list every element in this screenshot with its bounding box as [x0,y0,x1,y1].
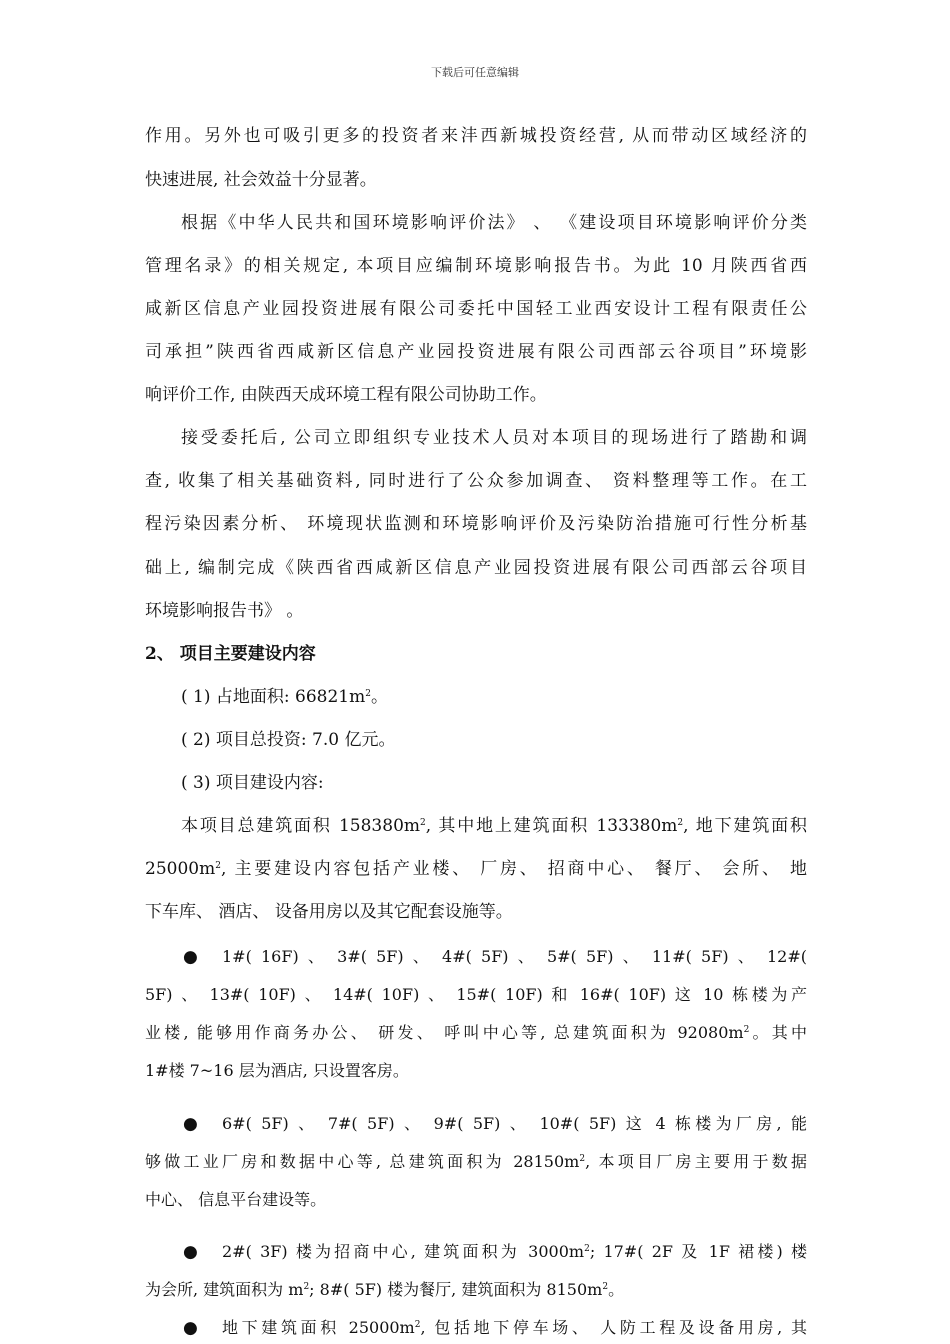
list-item: ( 3) 项目建设内容: [181,773,324,793]
paragraph-line: 下车库、 酒店、 设备用房以及其它配套设施等。 [145,902,513,922]
bullet-icon: ● [183,947,198,967]
list-item: ( 2) 项目总投资: 7.0 亿元。 [181,730,396,750]
paragraph-line: 程污染因素分析、 环境现状监测和环境影响评价及污染防治措施可行性分析基 [145,514,807,534]
paragraph-line: 接受委托后, 公司立即组织专业技术人员对本项目的现场进行了踏勘和调 [181,428,807,448]
paragraph-line: 咸新区信息产业园投资进展有限公司委托中国轻工业西安设计工程有限责任公 [145,299,807,319]
paragraph-line: 响评价工作, 由陕西天成环境工程有限公司协助工作。 [145,385,547,405]
paragraph-line: $25000m^2$, 主要建设内容包括产业楼、 厂房、 招商中心、 餐厅、 会所、 地 [145,859,807,879]
paragraph-line: 查, 收集了相关基础资料, 同时进行了公众参加调查、 资料整理等工作。在工 [145,471,807,491]
bullet-line: 5F) 、 13#( 10F) 、 14#( 10F) 、 15#( 10F) 和 16#( 10F) 这 10 栋楼为产 [145,985,807,1004]
bullet-icon: ● [183,1318,198,1338]
paragraph-line: 快速进展, 社会效益十分显著。 [145,170,377,190]
bullet-line: 2#( 3F) 楼为招商中心, 建筑面积为 $3000m^2$; 17#( 2F 及 1F 裙楼) 楼 [222,1242,807,1261]
paragraph-line: 司承担”陕西省西咸新区信息产业园投资进展有限公司西部云谷项目”环境影 [145,342,807,362]
bullet-line: 业楼, 能够用作商务办公、 研发、 呼叫中心等, 总建筑面积为 $92080m^2$。其中 [145,1023,807,1042]
bullet-line: 1#( 16F) 、 3#( 5F) 、 4#( 5F) 、 5#( 5F) 、 11#( 5F) 、 12#( [222,947,807,966]
paragraph-line: 本项目总建筑面积 $158380m^2$, 其中地上建筑面积 $133380m^2$, 地下建筑面积 [181,816,808,836]
paragraph-line: 管理名录》的相关规定, 本项目应编制环境影响报告书。为此 10 月陕西省西 [145,256,807,276]
page-header: 下载后可任意编辑 [431,66,519,79]
bullet-line: 地下建筑面积 $25000m^2$, 包括地下停车场、 人防工程及设备用房, 其 [222,1318,807,1337]
bullet-line: 中心、 信息平台建设等。 [145,1190,327,1209]
bullet-line: 够做工业厂房和数据中心等, 总建筑面积为 $28150m^2$, 本项目厂房主要用于数据 [145,1152,807,1171]
bullet-line: 1#楼 7~16 层为酒店, 只设置客房。 [145,1061,409,1080]
paragraph-line: 环境影响报告书》 。 [145,601,304,621]
bullet-icon: ● [183,1242,198,1262]
bullet-line: 6#( 5F) 、 7#( 5F) 、 9#( 5F) 、 10#( 5F) 这 4 栋楼为厂房, 能 [222,1114,807,1133]
bullet-icon: ● [183,1114,198,1134]
list-item: ( 1) 占地面积: $66821m^2$。 [181,687,388,707]
bullet-line: 为会所, 建筑面积为 $m^2$; 8#( 5F) 楼为餐厅, 建筑面积为 $8150m^2$。 [145,1280,625,1299]
paragraph-line: 作用。另外也可吸引更多的投资者来沣西新城投资经营, 从而带动区域经济的 [145,126,807,146]
paragraph-line: 础上, 编制完成《陕西省西咸新区信息产业园投资进展有限公司西部云谷项目 [145,558,807,578]
paragraph-line: 根据《中华人民共和国环境影响评价法》 、 《建设项目环境影响评价分类 [181,213,807,233]
section-heading: 2、 项目主要建设内容 [145,644,316,664]
